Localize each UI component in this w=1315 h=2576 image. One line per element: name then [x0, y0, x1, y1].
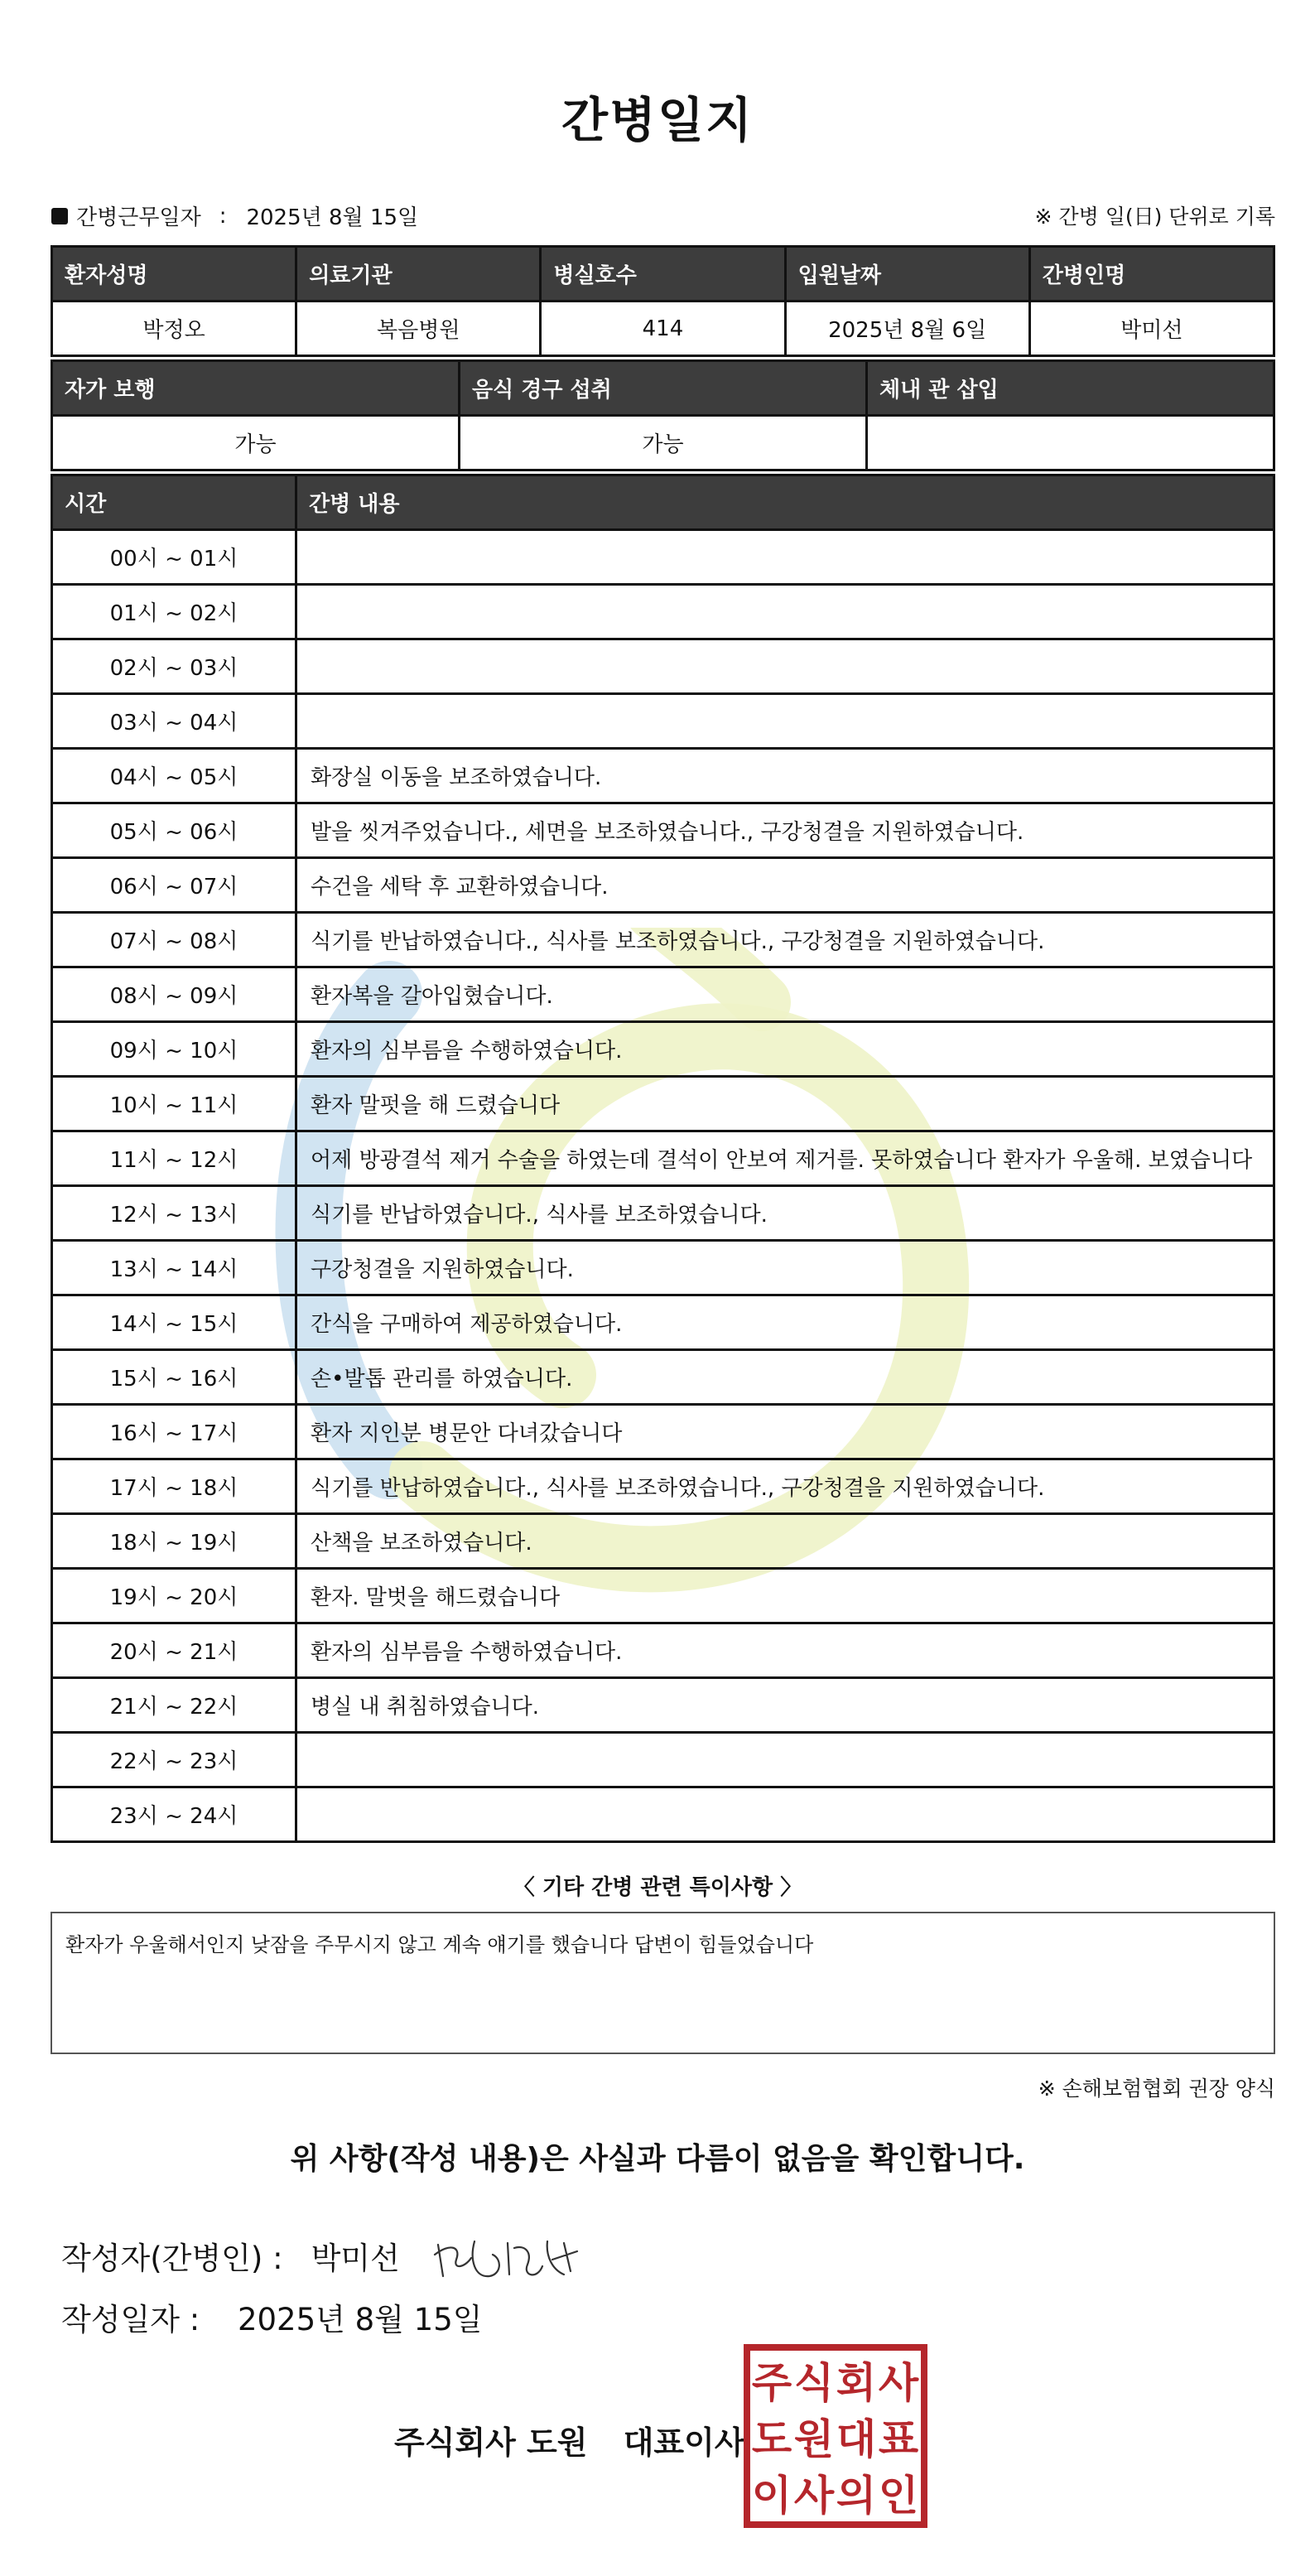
- log-content: 환자의 심부름을 수행하였습니다.: [296, 1623, 1274, 1678]
- log-content: 환자 지인분 병문안 다녀갔습니다: [296, 1405, 1274, 1459]
- log-time: 17시 ~ 18시: [52, 1459, 296, 1514]
- header-tube-insertion: 체내 관 삽입: [867, 361, 1274, 416]
- log-content: 화장실 이동을 보조하였습니다.: [296, 749, 1274, 803]
- log-row: [52, 585, 1274, 639]
- seal-character: 표: [878, 2415, 919, 2463]
- log-row: [52, 749, 1274, 803]
- log-time: 06시 ~ 07시: [52, 858, 296, 913]
- document-title: 간병일지: [561, 92, 754, 148]
- seal-character: 주: [751, 2359, 792, 2407]
- work-date-value: 2025년 8월 15일: [246, 205, 419, 230]
- log-row: [52, 1678, 1274, 1733]
- log-row: [52, 1077, 1274, 1131]
- log-content: 환자 말펏을 해 드렸습니다: [296, 1077, 1274, 1131]
- hospital-name: 복음병원: [296, 301, 541, 356]
- header-room: 병실호수: [541, 247, 785, 301]
- header-care-content: 간병 내용: [296, 475, 1274, 530]
- log-time: 00시 ~ 01시: [52, 530, 296, 585]
- writer-line: [61, 2226, 589, 2284]
- log-row: [52, 913, 1274, 967]
- seal-character: 의: [836, 2472, 877, 2520]
- seal-character: 식: [793, 2359, 835, 2407]
- form-source-note: ※ 손해보험협회 권장 양식: [1038, 2077, 1275, 2101]
- log-content: [296, 1787, 1274, 1842]
- log-time: 08시 ~ 09시: [52, 967, 296, 1022]
- special-notes-box: [51, 1912, 1275, 2054]
- self-walking-value: 가능: [52, 416, 460, 470]
- log-row: [52, 1569, 1274, 1623]
- log-row: [52, 1131, 1274, 1186]
- log-row: [52, 1405, 1274, 1459]
- log-content: [296, 1733, 1274, 1787]
- seal-character: 원: [793, 2415, 835, 2463]
- log-content: 환자. 말벗을 해드렸습니다: [296, 1569, 1274, 1623]
- log-row: [52, 1022, 1274, 1077]
- log-row: [52, 1295, 1274, 1350]
- log-time: 05시 ~ 06시: [52, 803, 296, 858]
- log-time: 15시 ~ 16시: [52, 1350, 296, 1405]
- log-content: 환자복을 갈아입혔습니다.: [296, 967, 1274, 1022]
- log-content: [296, 585, 1274, 639]
- written-date-value: 2025년 8월 15일: [237, 2302, 483, 2337]
- log-content: 식기를 반납하였습니다., 식사를 보조하였습니다.: [296, 1186, 1274, 1241]
- header-oral-intake: 음식 경구 섭취: [460, 361, 867, 416]
- log-time: 13시 ~ 14시: [52, 1241, 296, 1295]
- log-content: [296, 530, 1274, 585]
- log-row: [52, 1787, 1274, 1842]
- log-row: [52, 1459, 1274, 1514]
- header-admission-date: 입원날짜: [785, 247, 1029, 301]
- caregiver-name: 박미선: [1029, 301, 1274, 356]
- seal-character: 인: [878, 2472, 919, 2520]
- care-log-table: [51, 474, 1275, 1843]
- log-time: 23시 ~ 24시: [52, 1787, 296, 1842]
- seal-character: 회: [836, 2359, 877, 2407]
- header-time: 시간: [52, 475, 296, 530]
- log-row: [52, 694, 1274, 749]
- company-name: 주식회사 도원: [394, 2424, 588, 2461]
- log-time: 18시 ~ 19시: [52, 1514, 296, 1569]
- log-time: 14시 ~ 15시: [52, 1295, 296, 1350]
- status-value-row: [52, 416, 1274, 470]
- work-date-label: 간병근무일자: [76, 205, 201, 230]
- log-content: [296, 694, 1274, 749]
- log-content: 병실 내 취침하였습니다.: [296, 1678, 1274, 1733]
- oral-intake-value: 가능: [460, 416, 867, 470]
- log-time: 07시 ~ 08시: [52, 913, 296, 967]
- header-self-walking: 자가 보행: [52, 361, 460, 416]
- bullet-square-icon: [51, 208, 68, 224]
- seal-character: 이: [751, 2472, 792, 2520]
- log-content: 환자의 심부름을 수행하였습니다.: [296, 1022, 1274, 1077]
- log-time: 11시 ~ 12시: [52, 1131, 296, 1186]
- special-notes-title: 〈 기타 간병 관련 특이사항 〉: [513, 1875, 802, 1900]
- log-row: [52, 1186, 1274, 1241]
- company-ceo-title: 대표이사: [623, 2424, 745, 2461]
- log-content: [296, 639, 1274, 694]
- record-unit-note: ※ 간병 일(日) 단위로 기록: [1034, 205, 1275, 229]
- log-time: 12시 ~ 13시: [52, 1186, 296, 1241]
- admission-date: 2025년 8월 6일: [785, 301, 1029, 356]
- handwritten-signature: [431, 2226, 589, 2284]
- header-hospital: 의료기관: [296, 247, 541, 301]
- log-time: 19시 ~ 20시: [52, 1569, 296, 1623]
- patient-name: 박정오: [52, 301, 296, 356]
- log-time: 22시 ~ 23시: [52, 1733, 296, 1787]
- special-notes-text: 환자가 우울해서인지 낮잠을 주무시지 않고 계속 얘기를 했습니다 답변이 힘들었습니다: [65, 1933, 814, 1956]
- log-content: 식기를 반납하였습니다., 식사를 보조하였습니다., 구강청결을 지원하였습니다.: [296, 1459, 1274, 1514]
- log-row: [52, 803, 1274, 858]
- log-time: 16시 ~ 17시: [52, 1405, 296, 1459]
- log-content: 식기를 반납하였습니다., 식사를 보조하였습니다., 구강청결을 지원하였습니다.: [296, 913, 1274, 967]
- log-time: 10시 ~ 11시: [52, 1077, 296, 1131]
- seal-character: 사: [793, 2472, 835, 2520]
- log-row: [52, 858, 1274, 913]
- seal-character: 대: [836, 2415, 877, 2463]
- writer-label: 작성자(간병인) :: [61, 2241, 283, 2276]
- meta-row: [51, 200, 1275, 234]
- log-row: [52, 967, 1274, 1022]
- header-caregiver: 간병인명: [1029, 247, 1274, 301]
- company-line: [394, 2417, 745, 2463]
- log-content: 손•발톱 관리를 하였습니다.: [296, 1350, 1274, 1405]
- log-content: 수건을 세탁 후 교환하였습니다.: [296, 858, 1274, 913]
- header-patient-name: 환자성명: [52, 247, 296, 301]
- log-header-row: [52, 475, 1274, 530]
- log-row: [52, 639, 1274, 694]
- written-date-label: 작성일자 :: [61, 2302, 200, 2337]
- confirmation-statement: 위 사항(작성 내용)은 사실과 다름이 없음을 확인합니다.: [290, 2142, 1025, 2176]
- tube-insertion-value: [867, 416, 1274, 470]
- log-content: 구강청결을 지원하였습니다.: [296, 1241, 1274, 1295]
- log-time: 20시 ~ 21시: [52, 1623, 296, 1678]
- patient-header-row: [52, 247, 1274, 301]
- patient-status-table: [51, 359, 1275, 471]
- log-row: [52, 1733, 1274, 1787]
- log-content: 발을 씻겨주었습니다., 세면을 보조하였습니다., 구강청결을 지원하였습니다.: [296, 803, 1274, 858]
- written-date-line: [61, 2294, 483, 2339]
- company-seal-stamp: [742, 2342, 929, 2530]
- log-time: 03시 ~ 04시: [52, 694, 296, 749]
- status-header-row: [52, 361, 1274, 416]
- log-time: 21시 ~ 22시: [52, 1678, 296, 1733]
- log-content: 간식을 구매하여 제공하였습니다.: [296, 1295, 1274, 1350]
- log-row: [52, 1241, 1274, 1295]
- log-time: 01시 ~ 02시: [52, 585, 296, 639]
- log-row: [52, 1623, 1274, 1678]
- patient-info-table: [51, 245, 1275, 357]
- room-number: 414: [541, 301, 785, 356]
- work-date-colon: :: [219, 203, 227, 229]
- log-content: 어제 방광결석 제거 수술을 하였는데 결석이 안보여 제거를. 못하였습니다 환자가 우울해. 보였습니다: [296, 1131, 1274, 1186]
- log-time: 09시 ~ 10시: [52, 1022, 296, 1077]
- seal-character: 사: [878, 2359, 919, 2407]
- writer-name: 박미선: [311, 2241, 400, 2276]
- log-time: 04시 ~ 05시: [52, 749, 296, 803]
- log-row: [52, 1514, 1274, 1569]
- log-row: [52, 530, 1274, 585]
- log-time: 02시 ~ 03시: [52, 639, 296, 694]
- seal-character: 도: [751, 2415, 792, 2463]
- patient-value-row: [52, 301, 1274, 356]
- log-row: [52, 1350, 1274, 1405]
- log-content: 산책을 보조하였습니다.: [296, 1514, 1274, 1569]
